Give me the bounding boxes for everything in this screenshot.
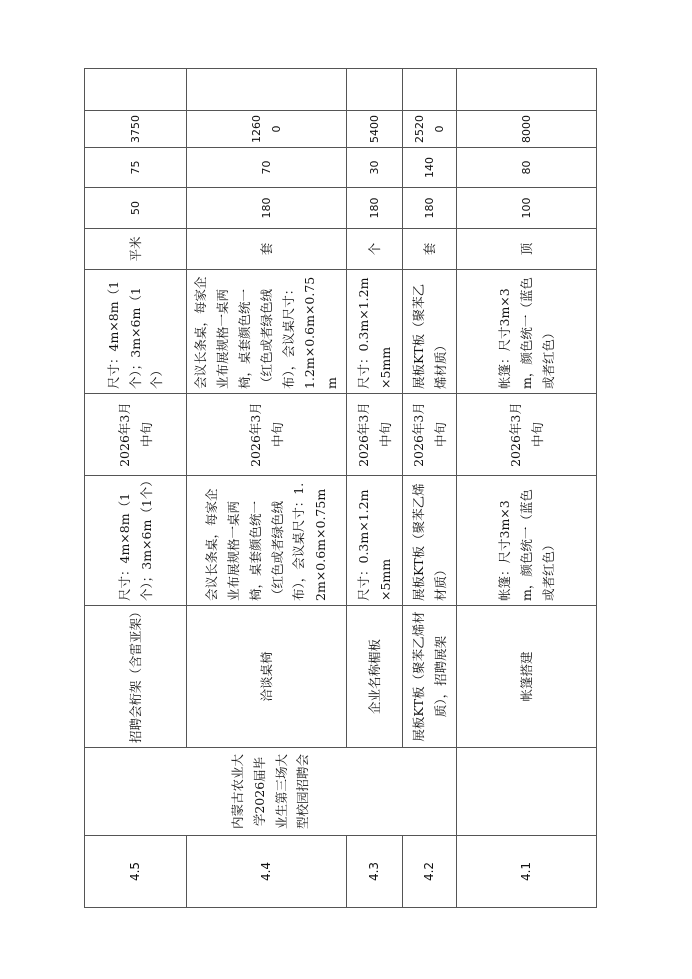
item-note xyxy=(347,69,403,111)
item-qty: 50 xyxy=(85,188,187,229)
item-unit: 顶 xyxy=(457,229,597,270)
item-price: 80 xyxy=(457,148,597,188)
item-note xyxy=(457,69,597,111)
item-time: 2026年3月中旬 xyxy=(403,394,457,476)
row-index: 4.1 xyxy=(457,836,597,908)
row-index: 4.3 xyxy=(347,836,403,908)
project-name-cell-empty xyxy=(457,748,597,836)
item-requirement: 展板KT板（聚苯乙烯材质） xyxy=(403,476,457,606)
item-spec: 尺寸：4m×8m（1个）；3m×6m（1个） xyxy=(85,270,187,394)
item-qty: 180 xyxy=(187,188,347,229)
item-unit: 个 xyxy=(347,229,403,270)
item-unit: 套 xyxy=(403,229,457,270)
item-spec: 帐篷：尺寸3m×3m，颜色统一（蓝色或者红色） xyxy=(457,270,597,394)
item-name: 企业名称楣板 xyxy=(347,606,403,748)
item-price: 140 xyxy=(403,148,457,188)
item-requirement: 尺寸：0.3m×1.2m×5mm xyxy=(347,476,403,606)
item-qty: 180 xyxy=(403,188,457,229)
item-spec: 展板KT板（聚苯乙烯材质） xyxy=(403,270,457,394)
item-requirement: 尺寸：4m×8m（1个）；3m×6m（1个） xyxy=(85,476,187,606)
row-index: 4.4 xyxy=(187,836,347,908)
item-requirement: 帐篷：尺寸3m×3m，颜色统一（蓝色或者红色） xyxy=(457,476,597,606)
project-name-cell: 内蒙古农业大学2026届毕业生第三场大型校园招聘会 xyxy=(85,748,457,836)
item-note xyxy=(85,69,187,111)
item-note xyxy=(187,69,347,111)
item-total: 12600 xyxy=(187,111,347,148)
table-row xyxy=(85,69,187,908)
item-unit: 套 xyxy=(187,229,347,270)
item-price: 75 xyxy=(85,148,187,188)
item-qty: 100 xyxy=(457,188,597,229)
item-price: 30 xyxy=(347,148,403,188)
item-note xyxy=(403,69,457,111)
item-total: 3750 xyxy=(85,111,187,148)
item-name: 洽谈桌椅 xyxy=(187,606,347,748)
item-time: 2026年3月中旬 xyxy=(347,394,403,476)
rotated-table-wrapper xyxy=(84,69,556,908)
item-spec: 会议长条桌，每家企业布展规格一桌两椅，桌套颜色统一（红色或者绿色绒布），会议桌尺寸：1.2m×0.6m×0.75m xyxy=(187,270,347,394)
item-time: 2026年3月中旬 xyxy=(85,394,187,476)
item-time: 2026年3月中旬 xyxy=(457,394,597,476)
item-unit: 平米 xyxy=(85,229,187,270)
item-total: 8000 xyxy=(457,111,597,148)
item-name: 展板KT板（聚苯乙烯材质），招聘展架 xyxy=(403,606,457,748)
row-index: 4.5 xyxy=(85,836,187,908)
item-requirement: 会议长条桌，每家企业布展规格一桌两椅，桌套颜色统一（红色或者绿色绒布），会议桌尺寸：1.2m×0.6m×0.75m xyxy=(187,476,347,606)
row-index: 4.2 xyxy=(403,836,457,908)
item-qty: 180 xyxy=(347,188,403,229)
item-price: 70 xyxy=(187,148,347,188)
item-total: 5400 xyxy=(347,111,403,148)
table-row xyxy=(457,69,597,908)
item-name: 招聘会桁架（含雷亚架） xyxy=(85,606,187,748)
item-spec: 尺寸：0.3m×1.2m×5mm xyxy=(347,270,403,394)
item-name: 帐篷搭建 xyxy=(457,606,597,748)
item-time: 2026年3月中旬 xyxy=(187,394,347,476)
procurement-table xyxy=(84,68,597,908)
item-total: 25200 xyxy=(403,111,457,148)
